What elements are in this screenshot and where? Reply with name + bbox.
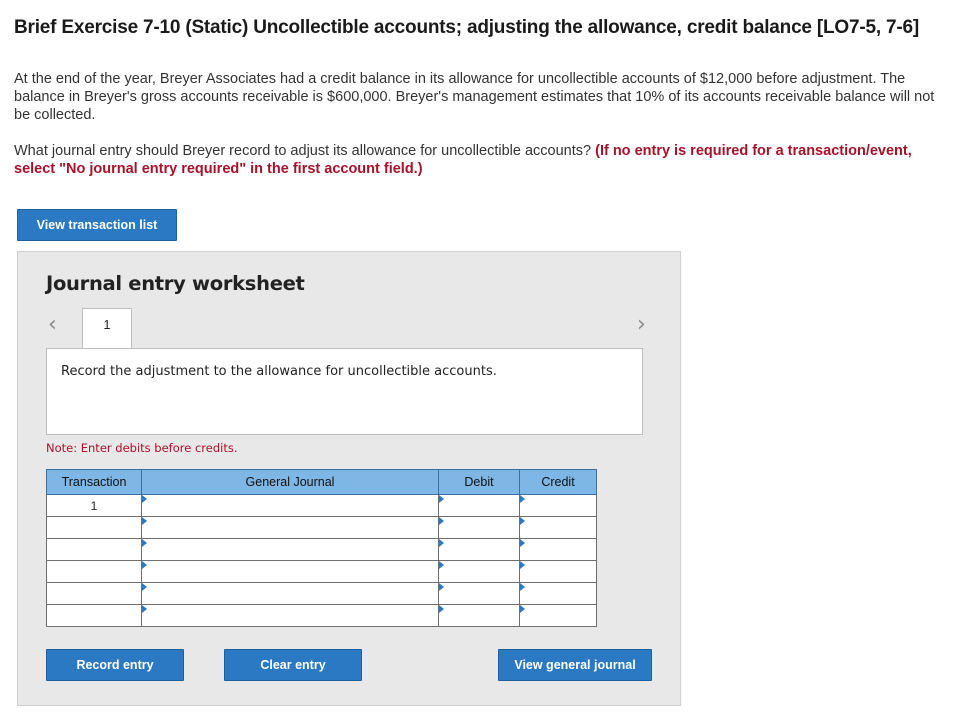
transaction-cell: [47, 583, 142, 605]
view-transaction-list-button[interactable]: View transaction list: [17, 209, 177, 241]
record-entry-button[interactable]: Record entry: [46, 649, 184, 681]
table-row: [47, 517, 597, 539]
table-row: [47, 561, 597, 583]
account-field[interactable]: [142, 495, 439, 517]
col-general-journal: General Journal: [142, 470, 439, 495]
question-instruction: (If no entry is required for a transaction/event, select "No journal entry required" in the first account field.): [14, 143, 912, 177]
journal-entry-worksheet: [17, 251, 681, 706]
account-field[interactable]: [142, 583, 439, 605]
question-prompt: [14, 142, 944, 178]
debit-field[interactable]: [439, 561, 520, 583]
debit-field[interactable]: [439, 517, 520, 539]
table-header-row: [47, 470, 597, 495]
credit-field[interactable]: [520, 517, 597, 539]
credit-field[interactable]: [520, 495, 597, 517]
debit-field[interactable]: [439, 539, 520, 561]
transaction-cell: [47, 539, 142, 561]
transaction-cell: [47, 605, 142, 627]
credit-field[interactable]: [520, 605, 597, 627]
tab-transaction-1[interactable]: 1: [82, 308, 132, 350]
table-row: [47, 539, 597, 561]
chevron-right-icon[interactable]: ›: [637, 312, 646, 337]
account-field[interactable]: [142, 561, 439, 583]
prompt-box: [46, 348, 643, 435]
col-transaction: Transaction: [47, 470, 142, 495]
account-field[interactable]: [142, 605, 439, 627]
worksheet-title: Journal entry worksheet: [46, 272, 305, 295]
col-credit: Credit: [520, 470, 597, 495]
credit-field[interactable]: [520, 561, 597, 583]
view-general-journal-button[interactable]: View general journal: [498, 649, 652, 681]
chevron-left-icon[interactable]: ‹: [48, 312, 57, 337]
debit-field[interactable]: [439, 605, 520, 627]
table-row: [47, 495, 597, 517]
col-debit: Debit: [439, 470, 520, 495]
prompt-text: Record the adjustment to the allowance for uncollectible accounts.: [61, 364, 497, 379]
transaction-cell: [47, 561, 142, 583]
debit-field[interactable]: [439, 495, 520, 517]
page-title: Brief Exercise 7-10 (Static) Uncollectible accounts; adjusting the allowance, credit balance [LO7-5, 7-6]: [14, 17, 919, 38]
note-text: Note: Enter debits before credits.: [46, 441, 238, 455]
table-row: [47, 583, 597, 605]
account-field[interactable]: [142, 517, 439, 539]
credit-field[interactable]: [520, 583, 597, 605]
account-field[interactable]: [142, 539, 439, 561]
table-row: [47, 605, 597, 627]
debit-field[interactable]: [439, 583, 520, 605]
credit-field[interactable]: [520, 539, 597, 561]
question-main: What journal entry should Breyer record to adjust its allowance for uncollectible accounts?: [14, 143, 592, 159]
journal-table: [46, 469, 597, 627]
question-text: At the end of the year, Breyer Associates had a credit balance in its allowance for uncollectible accounts of $12,000 before adjustment. The balance in Breyer's gross accounts receivable is $600,000. Breyer's management estimates that 10% of its accounts receivable balance will not be collected.: [14, 71, 935, 123]
transaction-cell: 1: [47, 495, 142, 517]
transaction-cell: [47, 517, 142, 539]
clear-entry-button[interactable]: Clear entry: [224, 649, 362, 681]
